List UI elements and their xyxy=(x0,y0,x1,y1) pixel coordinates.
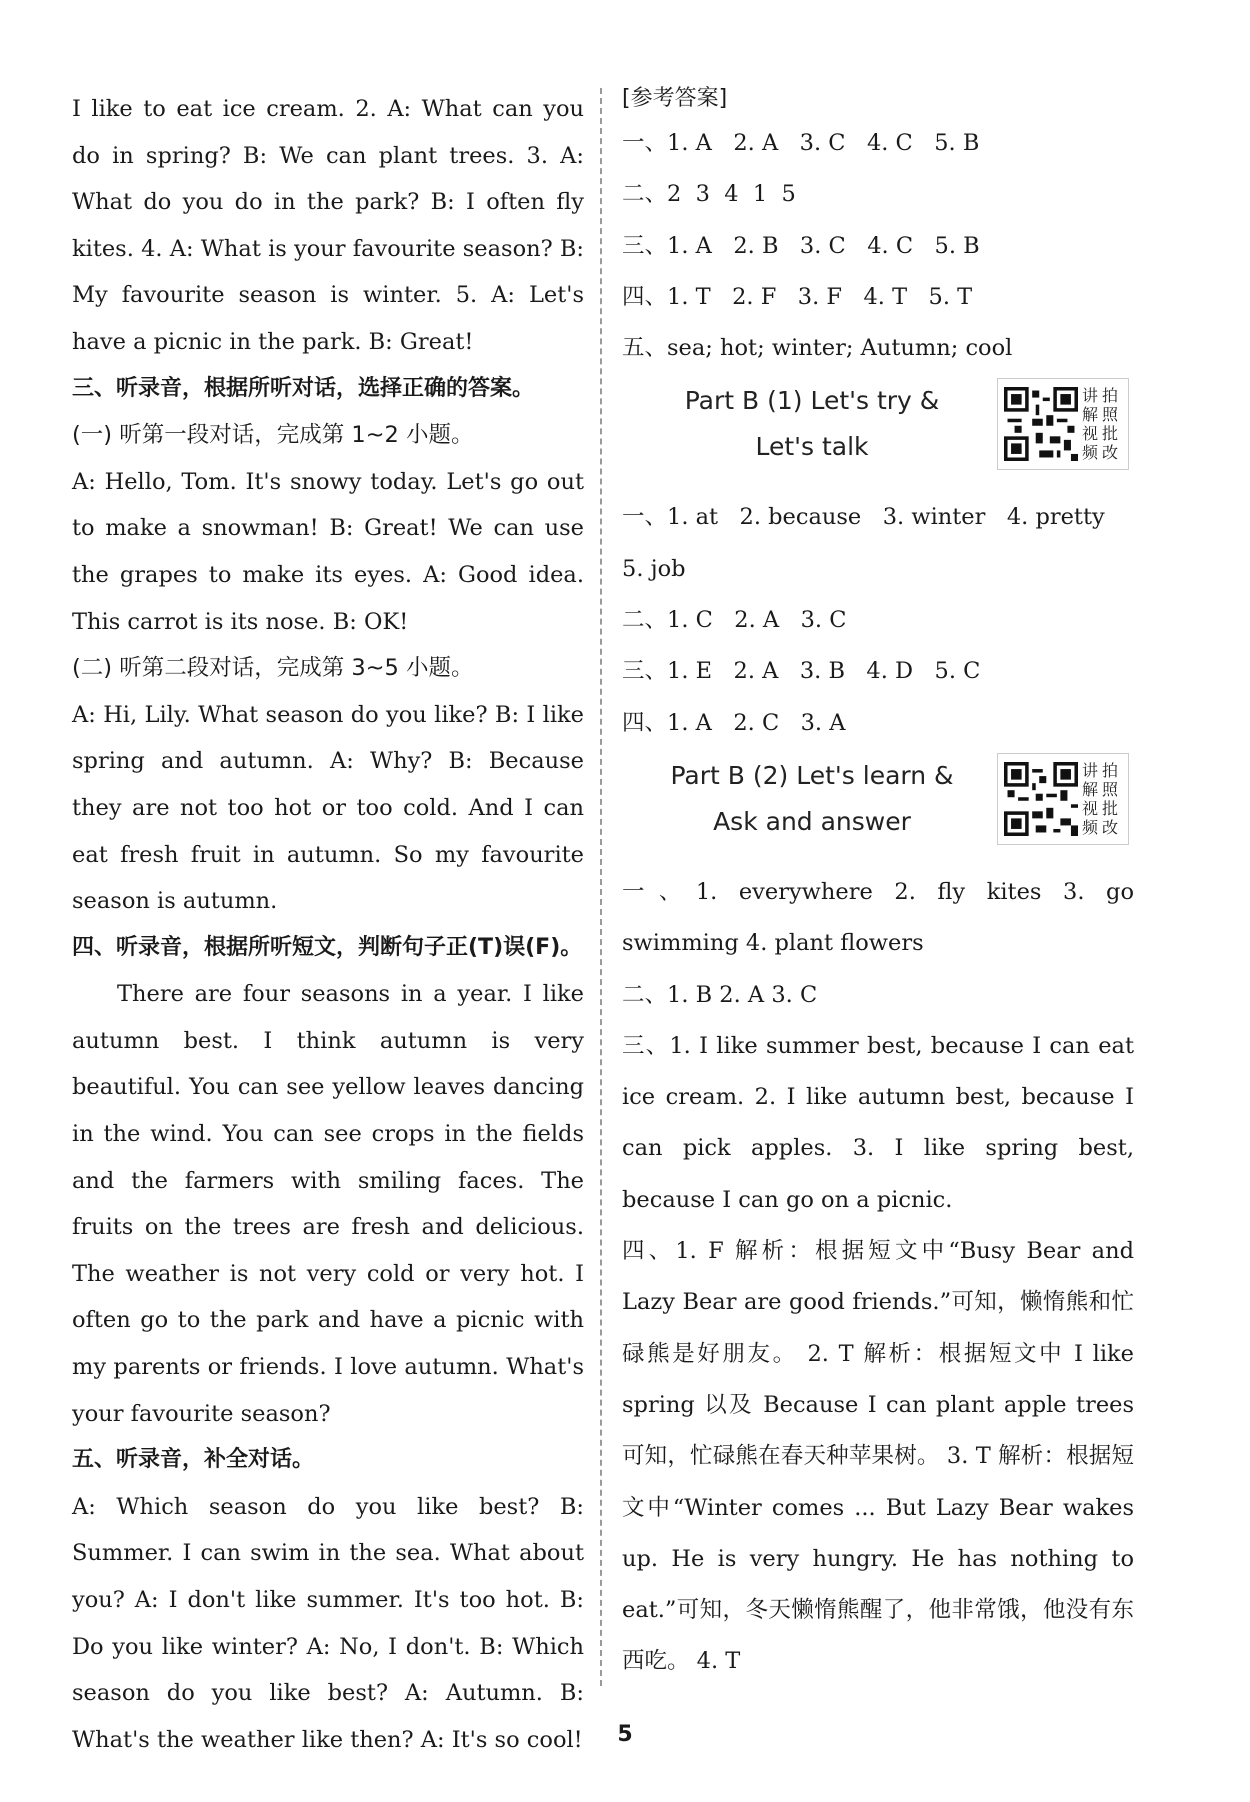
part-b2-header xyxy=(622,753,1134,861)
part-b2-title-line1: Part B (2) Let's learn & xyxy=(670,760,954,790)
qr-char: 频 xyxy=(1082,443,1099,463)
column-divider xyxy=(600,88,602,1686)
part-b2-title xyxy=(622,753,1002,845)
qr-code-box[interactable] xyxy=(997,753,1129,845)
answer-line: 二、1. C 2. A 3. C xyxy=(622,607,847,634)
qr-char: 讲 xyxy=(1082,386,1099,406)
dialog-1-heading: (一) 听第一段对话，完成第 1~2 小题。 xyxy=(72,422,474,449)
answer-line: 五、sea; hot; winter; Autumn; cool xyxy=(622,335,1013,362)
answer-line: 一、1. A 2. A 3. C 4. C 5. B xyxy=(622,130,980,156)
qr-caption xyxy=(1082,386,1122,462)
answers-block-3 xyxy=(622,867,1134,1688)
qr-char: 照 xyxy=(1102,405,1119,425)
section-4-heading: 四、听录音，根据所听短文，判断句子正(T)误(F)。 xyxy=(72,934,583,960)
answer-line: 三、1. E 2. A 3. B 4. D 5. C xyxy=(622,658,981,685)
dialog-2-text: A: Hi, Lily. What season do you like? B: I like spring and autumn. A: Why? B: Because they are not too hot or too cold. And I can eat fresh fruit in autumn. So my favourite season is autumn. xyxy=(72,701,584,915)
part-b1-title-line2: Let's talk xyxy=(755,432,869,462)
qr-char: 解 xyxy=(1082,405,1099,425)
qr-char: 视 xyxy=(1082,798,1099,818)
qr-char: 照 xyxy=(1102,779,1119,799)
answer-line: 四、1. T 2. F 3. F 4. T 5. T xyxy=(622,283,973,310)
passage-text: There are four seasons in a year. I like autumn best. I think autumn is very beautiful. You can see yellow leaves dancing in the wind. You can see crops in the fields and the farmers with smiling faces. The fruits on the trees are fresh and delicious. The weather is not very cold or very hot. I often go to the park and have a picnic with my parents or friends. I love autumn. What's your favourite season? xyxy=(72,981,584,1427)
answer-line: 三、1. A 2. B 3. C 4. C 5. B xyxy=(622,232,980,259)
section-5-heading: 五、听录音，补全对话。 xyxy=(72,1447,315,1473)
qr-char: 解 xyxy=(1082,779,1099,799)
qr-char: 视 xyxy=(1082,424,1099,444)
qr-char: 改 xyxy=(1102,443,1119,463)
answers-block-1 xyxy=(622,118,1134,374)
part-b1-header xyxy=(622,378,1134,486)
dialog-3-text: A: Which season do you like best? B: Summer. I can swim in the sea. What about you? A: I don't like summer. It's too hot. B: Do you like winter? A: No, I don't. B: Which season do you like best? A: Autumn. B: What's the weather like then? A: It's so cool! xyxy=(72,1493,584,1753)
qr-char: 拍 xyxy=(1102,386,1119,406)
qr-char: 频 xyxy=(1082,817,1099,837)
left-column xyxy=(72,86,584,1763)
qr-char: 改 xyxy=(1102,817,1119,837)
qr-code-icon xyxy=(1004,762,1078,836)
part-b1-title xyxy=(622,378,1002,470)
qr-code-icon xyxy=(1004,387,1078,461)
answers-label: [参考答案] xyxy=(622,86,728,111)
qr-caption xyxy=(1082,761,1122,837)
answer-paragraph: 二、1. B 2. A 3. C xyxy=(622,981,818,1008)
qr-char: 拍 xyxy=(1102,760,1119,780)
qr-char: 批 xyxy=(1102,798,1119,818)
answer-paragraph: 三、1. I like summer best, because I can eat ice cream. 2. I like autumn best, because I can pick apples. 3. I like spring best, because I can go on a picnic. xyxy=(622,1032,1134,1213)
answer-paragraph: 四、1. F 解析：根据短文中“Busy Bear and Lazy Bear are good friends.”可知，懒惰熊和忙碌熊是好朋友。 2. T 解析：根据短文中 I like spring 以及 Because I can plant apple trees 可知，忙碌熊在春天种苹果树。 3. T 解析：根据短文中“Winter comes ... But Lazy Bear wakes up. He is very hungry. He has nothing to eat.”可知，冬天懒惰熊醒了，他非常饿，他没有东西吃。 4. T xyxy=(622,1238,1134,1675)
dialog-2-heading: (二) 听第二段对话，完成第 3~5 小题。 xyxy=(72,655,474,682)
answer-paragraph: 一、1. everywhere 2. fly kites 3. go swimming 4. plant flowers xyxy=(622,878,1134,957)
answer-line: 四、1. A 2. C 3. A xyxy=(622,709,846,736)
qr-char: 讲 xyxy=(1082,760,1099,780)
answer-line: 二、2 3 4 1 5 xyxy=(622,181,796,208)
answer-line: 一、1. at 2. because 3. winter 4. pretty xyxy=(622,504,1105,531)
dialog-1-text: A: Hello, Tom. It's snowy today. Let's go out to make a snowman! B: Great! We can use the grapes to make its eyes. A: Good idea. This carrot is its nose. B: OK! xyxy=(72,468,584,635)
section-3-heading: 三、听录音，根据所听对话，选择正确的答案。 xyxy=(72,375,535,401)
part-b1-title-line1: Part B (1) Let's try & xyxy=(684,386,940,416)
qr-char: 批 xyxy=(1102,424,1119,444)
page-number: 5 xyxy=(617,1722,633,1747)
listening-script-intro: I like to eat ice cream. 2. A: What can you do in spring? B: We can plant trees. 3. A: What do you do in the park? B: I often fly kites. 4. A: What is your favourite season? B: My favourite season is winter. 5. A: Let's have a picnic in the park. B: Great! xyxy=(72,96,584,355)
right-column xyxy=(622,86,1134,1688)
part-b2-title-line2: Ask and answer xyxy=(713,806,911,836)
qr-code-box[interactable] xyxy=(997,378,1129,470)
answer-line: 5. job xyxy=(622,555,686,582)
answers-block-2 xyxy=(622,492,1134,748)
